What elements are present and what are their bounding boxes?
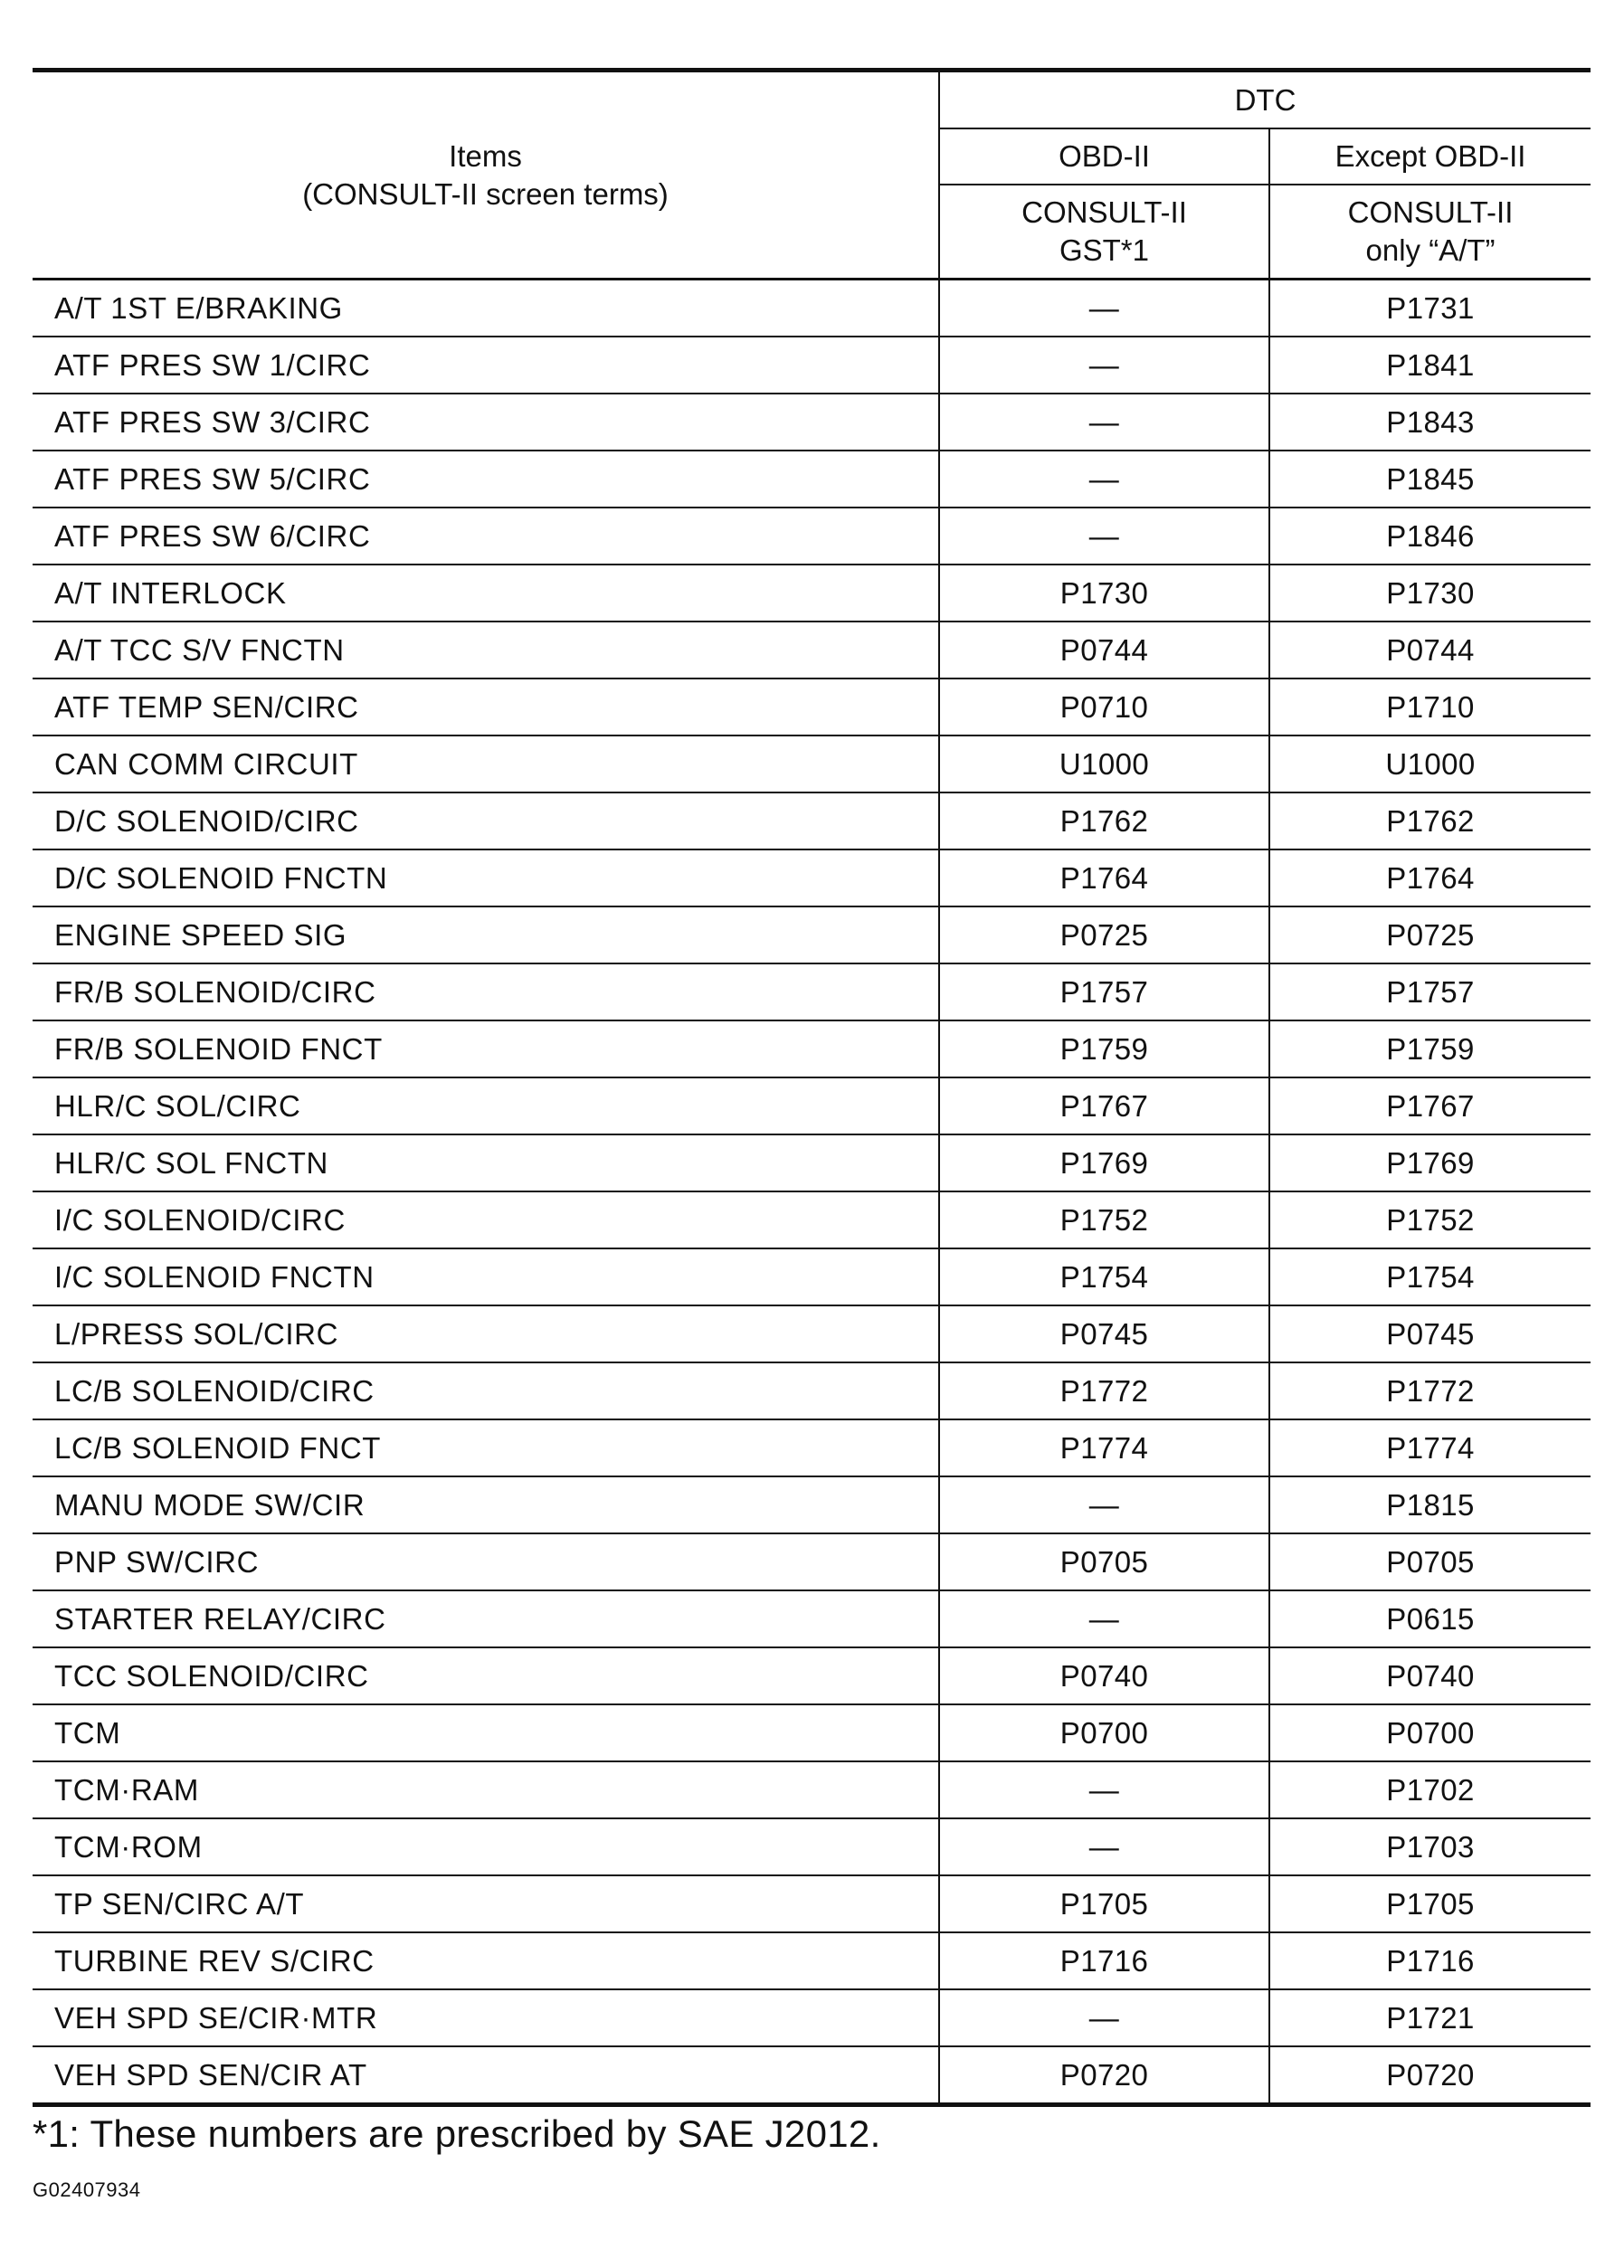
- except-obd-code-cell: P1710: [1269, 679, 1591, 735]
- item-name-cell: VEH SPD SEN/CIR AT: [33, 2046, 939, 2105]
- obd-code-cell: —: [939, 394, 1269, 451]
- obd-code-cell: —: [939, 1476, 1269, 1533]
- obd-code-cell: P1752: [939, 1191, 1269, 1248]
- table-row: [33, 1419, 1591, 1476]
- obd-code-cell: P1757: [939, 963, 1269, 1020]
- except-obd-code-cell: P1759: [1269, 1020, 1591, 1077]
- obd-column-header: OBD-II: [939, 128, 1269, 185]
- item-name-cell: STARTER RELAY/CIRC: [33, 1590, 939, 1647]
- item-name-cell: VEH SPD SE/CIR·MTR: [33, 1989, 939, 2046]
- obd-code-cell: P1772: [939, 1362, 1269, 1419]
- item-name-cell: LC/B SOLENOID/CIRC: [33, 1362, 939, 1419]
- except-obd-code-cell: P1757: [1269, 963, 1591, 1020]
- item-name-cell: MANU MODE SW/CIR: [33, 1476, 939, 1533]
- table-row: [33, 508, 1591, 565]
- obd-code-cell: P0720: [939, 2046, 1269, 2105]
- item-name-cell: I/C SOLENOID FNCTN: [33, 1248, 939, 1305]
- except-obd-code-cell: P1730: [1269, 565, 1591, 622]
- item-name-cell: TCM·RAM: [33, 1761, 939, 1818]
- except-obd-code-cell: P1702: [1269, 1761, 1591, 1818]
- except-obd-code-cell: P0740: [1269, 1647, 1591, 1704]
- obd-subheader-line2: GST*1: [1059, 233, 1150, 267]
- except-obd-subheader: [1269, 185, 1591, 280]
- item-name-cell: A/T INTERLOCK: [33, 565, 939, 622]
- item-name-cell: A/T TCC S/V FNCTN: [33, 622, 939, 679]
- table-row: [33, 792, 1591, 849]
- obd-code-cell: P0710: [939, 679, 1269, 735]
- table-row: [33, 1704, 1591, 1761]
- item-name-cell: ATF PRES SW 1/CIRC: [33, 337, 939, 394]
- obd-code-cell: P1762: [939, 792, 1269, 849]
- obd-code-cell: —: [939, 451, 1269, 508]
- except-obd-code-cell: U1000: [1269, 735, 1591, 792]
- table-row: [33, 1875, 1591, 1932]
- except-obd-code-cell: P0700: [1269, 1704, 1591, 1761]
- table-row: [33, 1761, 1591, 1818]
- table-row: [33, 1248, 1591, 1305]
- dtc-column-header: DTC: [939, 71, 1591, 129]
- item-name-cell: FR/B SOLENOID/CIRC: [33, 963, 939, 1020]
- item-name-cell: TCM·ROM: [33, 1818, 939, 1875]
- table-row: [33, 1989, 1591, 2046]
- except-obd-code-cell: P1721: [1269, 1989, 1591, 2046]
- obd-code-cell: —: [939, 1590, 1269, 1647]
- obd-code-cell: P0705: [939, 1533, 1269, 1590]
- obd-code-cell: P1769: [939, 1134, 1269, 1191]
- except-obd-code-cell: P1754: [1269, 1248, 1591, 1305]
- except-subheader-line1: CONSULT-II: [1347, 195, 1514, 229]
- table-row: [33, 849, 1591, 906]
- item-name-cell: FR/B SOLENOID FNCT: [33, 1020, 939, 1077]
- obd-code-cell: P0725: [939, 906, 1269, 963]
- except-obd-column-header: Except OBD-II: [1269, 128, 1591, 185]
- item-name-cell: CAN COMM CIRCUIT: [33, 735, 939, 792]
- obd-code-cell: P1774: [939, 1419, 1269, 1476]
- item-name-cell: TCM: [33, 1704, 939, 1761]
- except-obd-code-cell: P1703: [1269, 1818, 1591, 1875]
- except-obd-code-cell: P1716: [1269, 1932, 1591, 1989]
- obd-code-cell: P0740: [939, 1647, 1269, 1704]
- obd-code-cell: P1754: [939, 1248, 1269, 1305]
- obd-code-cell: P0745: [939, 1305, 1269, 1362]
- items-header-line1: Items: [449, 138, 522, 173]
- except-obd-code-cell: P0744: [1269, 622, 1591, 679]
- item-name-cell: ENGINE SPEED SIG: [33, 906, 939, 963]
- except-subheader-line2: only “A/T”: [1365, 233, 1496, 267]
- footnote: *1: These numbers are prescribed by SAE J2012.: [33, 2112, 881, 2155]
- item-name-cell: HLR/C SOL FNCTN: [33, 1134, 939, 1191]
- except-obd-code-cell: P1769: [1269, 1134, 1591, 1191]
- item-name-cell: LC/B SOLENOID FNCT: [33, 1419, 939, 1476]
- obd-code-cell: U1000: [939, 735, 1269, 792]
- item-name-cell: D/C SOLENOID FNCTN: [33, 849, 939, 906]
- except-obd-code-cell: P1774: [1269, 1419, 1591, 1476]
- except-obd-code-cell: P1767: [1269, 1077, 1591, 1134]
- table-row: [33, 1362, 1591, 1419]
- except-obd-code-cell: P1772: [1269, 1362, 1591, 1419]
- item-name-cell: HLR/C SOL/CIRC: [33, 1077, 939, 1134]
- table-row: [33, 906, 1591, 963]
- item-name-cell: TURBINE REV S/CIRC: [33, 1932, 939, 1989]
- except-obd-code-cell: P0720: [1269, 2046, 1591, 2105]
- obd-subheader-line1: CONSULT-II: [1021, 195, 1187, 229]
- table-row: [33, 1305, 1591, 1362]
- table-row: [33, 2046, 1591, 2105]
- item-name-cell: TP SEN/CIRC A/T: [33, 1875, 939, 1932]
- except-obd-code-cell: P0615: [1269, 1590, 1591, 1647]
- item-name-cell: ATF PRES SW 6/CIRC: [33, 508, 939, 565]
- obd-code-cell: P1705: [939, 1875, 1269, 1932]
- table-body: [33, 280, 1591, 2105]
- table-row: [33, 963, 1591, 1020]
- item-name-cell: L/PRESS SOL/CIRC: [33, 1305, 939, 1362]
- except-obd-code-cell: P1705: [1269, 1875, 1591, 1932]
- item-name-cell: TCC SOLENOID/CIRC: [33, 1647, 939, 1704]
- except-obd-code-cell: P0725: [1269, 906, 1591, 963]
- except-obd-code-cell: P1815: [1269, 1476, 1591, 1533]
- obd-code-cell: P1730: [939, 565, 1269, 622]
- table-row: [33, 337, 1591, 394]
- except-obd-code-cell: P1845: [1269, 451, 1591, 508]
- obd-code-cell: —: [939, 1818, 1269, 1875]
- except-obd-code-cell: P0705: [1269, 1533, 1591, 1590]
- obd-code-cell: P0744: [939, 622, 1269, 679]
- except-obd-code-cell: P1846: [1269, 508, 1591, 565]
- obd-code-cell: —: [939, 337, 1269, 394]
- item-name-cell: PNP SW/CIRC: [33, 1533, 939, 1590]
- items-header-line2: (CONSULT-II screen terms): [302, 176, 669, 211]
- except-obd-code-cell: P0745: [1269, 1305, 1591, 1362]
- item-name-cell: ATF PRES SW 3/CIRC: [33, 394, 939, 451]
- table-row: [33, 1020, 1591, 1077]
- item-name-cell: D/C SOLENOID/CIRC: [33, 792, 939, 849]
- table-row: [33, 622, 1591, 679]
- items-column-header: [33, 71, 939, 280]
- obd-code-cell: P0700: [939, 1704, 1269, 1761]
- table-row: [33, 1647, 1591, 1704]
- obd-code-cell: —: [939, 1989, 1269, 2046]
- obd-code-cell: —: [939, 280, 1269, 337]
- table-row: [33, 1818, 1591, 1875]
- table-row: [33, 735, 1591, 792]
- table-row: [33, 1590, 1591, 1647]
- obd-code-cell: P1767: [939, 1077, 1269, 1134]
- obd-code-cell: P1764: [939, 849, 1269, 906]
- obd-code-cell: —: [939, 1761, 1269, 1818]
- item-name-cell: ATF TEMP SEN/CIRC: [33, 679, 939, 735]
- obd-code-cell: —: [939, 508, 1269, 565]
- table-row: [33, 1533, 1591, 1590]
- table-row: [33, 679, 1591, 735]
- item-name-cell: I/C SOLENOID/CIRC: [33, 1191, 939, 1248]
- except-obd-code-cell: P1841: [1269, 337, 1591, 394]
- except-obd-code-cell: P1764: [1269, 849, 1591, 906]
- figure-code: G02407934: [33, 2178, 141, 2201]
- header-row-1: [33, 71, 1591, 129]
- obd-subheader: [939, 185, 1269, 280]
- table-row: [33, 1476, 1591, 1533]
- obd-code-cell: P1716: [939, 1932, 1269, 1989]
- except-obd-code-cell: P1843: [1269, 394, 1591, 451]
- table-row: [33, 1077, 1591, 1134]
- table-row: [33, 451, 1591, 508]
- dtc-table: [33, 68, 1591, 2107]
- table-row: [33, 394, 1591, 451]
- except-obd-code-cell: P1731: [1269, 280, 1591, 337]
- table-row: [33, 1134, 1591, 1191]
- table-row: [33, 1191, 1591, 1248]
- except-obd-code-cell: P1762: [1269, 792, 1591, 849]
- item-name-cell: ATF PRES SW 5/CIRC: [33, 451, 939, 508]
- table-row: [33, 280, 1591, 337]
- table-header: [33, 71, 1591, 280]
- obd-code-cell: P1759: [939, 1020, 1269, 1077]
- item-name-cell: A/T 1ST E/BRAKING: [33, 280, 939, 337]
- except-obd-code-cell: P1752: [1269, 1191, 1591, 1248]
- table-row: [33, 1932, 1591, 1989]
- table-row: [33, 565, 1591, 622]
